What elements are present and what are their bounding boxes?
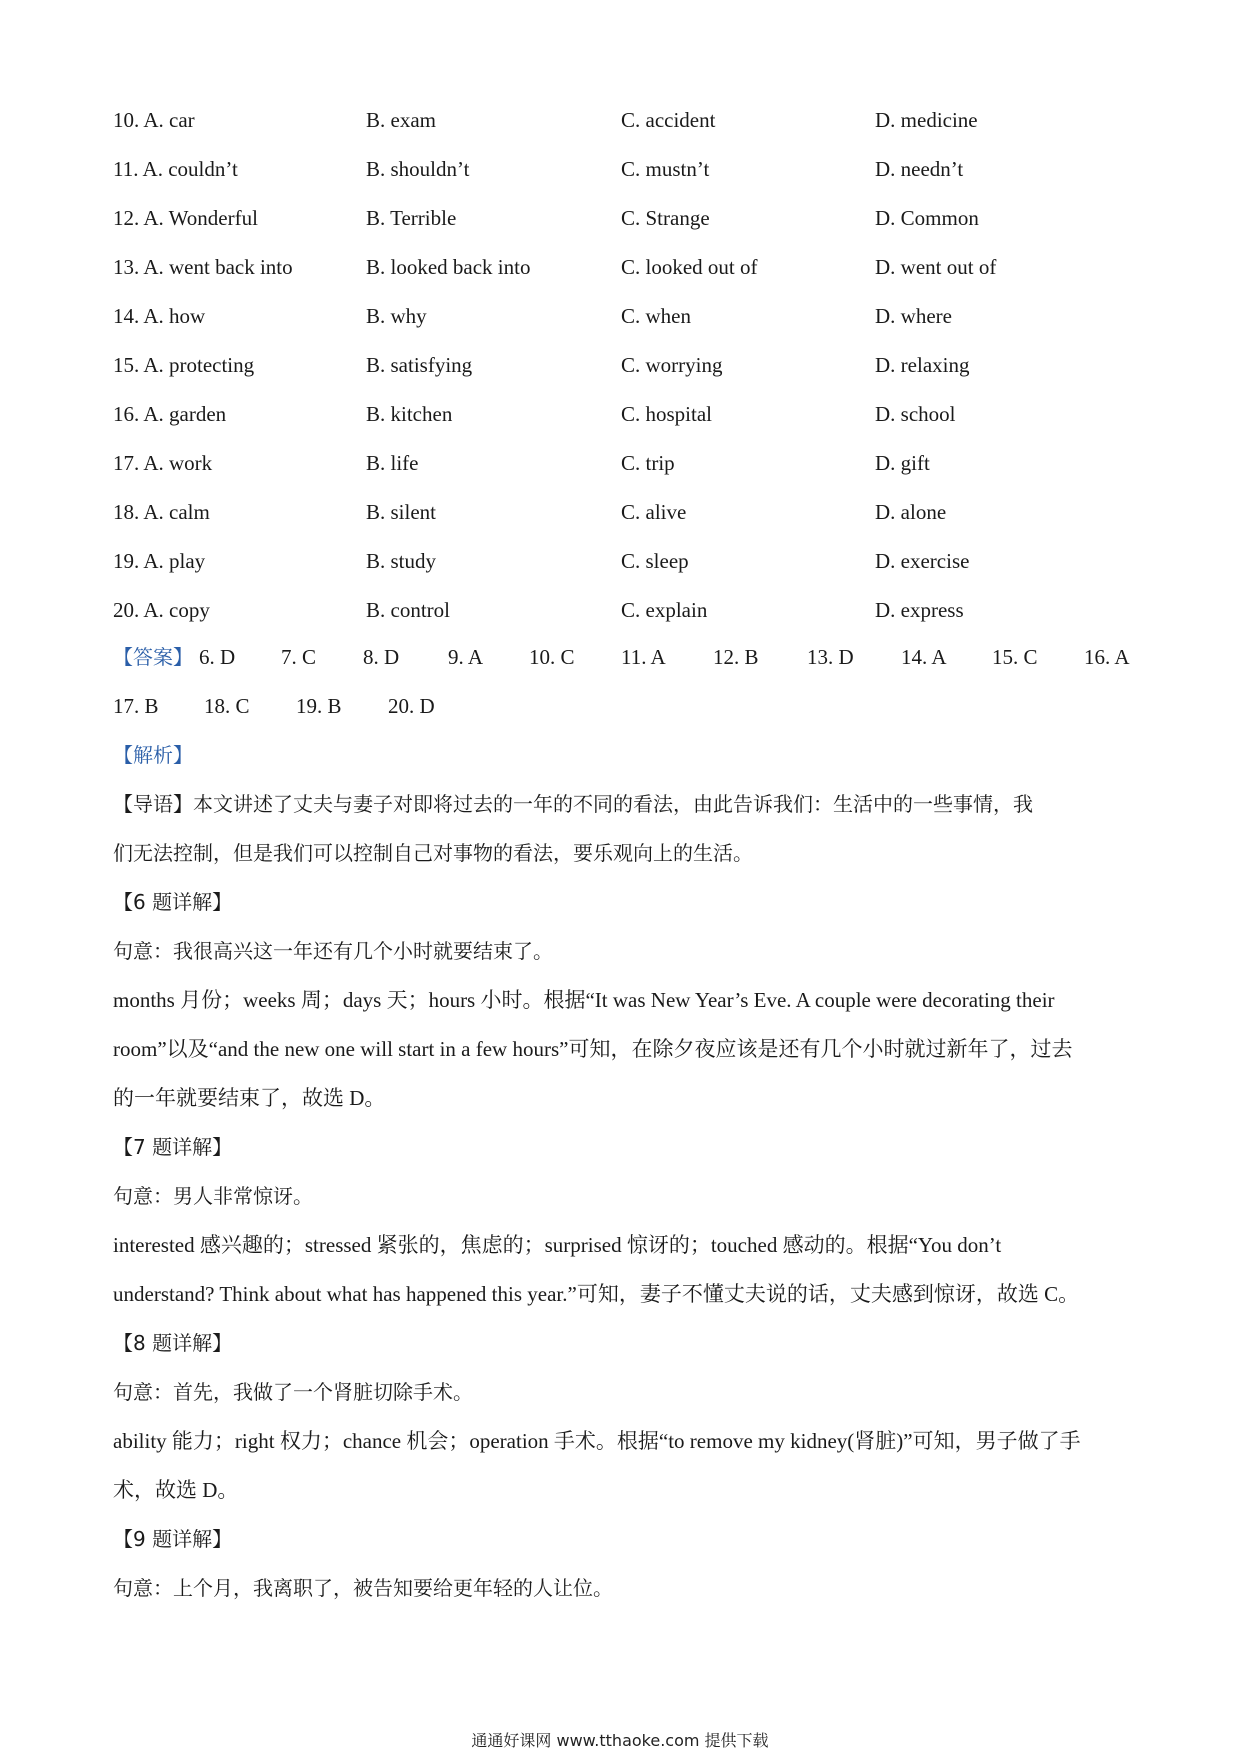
footer-watermark: 通通好课网 www.tthaoke.com 提供下载 (471, 1731, 769, 1750)
q6-explanation-line: 的一年就要结束了，故选 D。 (113, 1086, 386, 1110)
options-row-19 (113, 541, 1153, 590)
option-c: C. trip (621, 451, 675, 475)
option-b: B. satisfying (366, 353, 473, 377)
option-a: 10. A. car (113, 108, 195, 132)
option-a: 15. A. protecting (113, 353, 255, 377)
option-b: B. silent (366, 500, 437, 524)
option-c: C. accident (621, 108, 716, 132)
option-d: D. medicine (875, 108, 978, 132)
option-b: B. Terrible (366, 206, 457, 230)
option-a: 12. A. Wonderful (113, 206, 258, 230)
answer-item: 15. C (992, 645, 1038, 669)
option-a: 19. A. play (113, 549, 206, 573)
options-row-11 (113, 149, 1153, 198)
answer-item: 12. B (713, 645, 759, 669)
option-d: D. alone (875, 500, 947, 524)
answer-item: 20. D (388, 694, 435, 718)
options-row-17 (113, 443, 1153, 492)
option-b: B. life (366, 451, 419, 475)
option-c: C. Strange (621, 206, 710, 230)
q9-meaning: 句意：上个月，我离职了，被告知要给更年轻的人让位。 (113, 1576, 613, 1600)
options-table (113, 100, 1153, 639)
option-a: 18. A. calm (113, 500, 210, 524)
options-row-10 (113, 100, 1153, 149)
analysis-heading: 【解析】 (113, 743, 193, 767)
answer-key (113, 637, 1153, 735)
option-c: C. worrying (621, 353, 723, 377)
option-b: B. kitchen (366, 402, 453, 426)
options-row-18 (113, 492, 1153, 541)
analysis-section (113, 735, 1133, 1617)
option-d: D. gift (875, 451, 930, 475)
q7-heading: 【7 题详解】 (113, 1135, 233, 1159)
q6-heading: 【6 题详解】 (113, 890, 233, 914)
answer-item: 11. A (621, 645, 666, 669)
option-b: B. shouldn’t (366, 157, 470, 181)
option-c: C. sleep (621, 549, 689, 573)
answer-item: 8. D (363, 645, 400, 669)
q8-meaning: 句意：首先，我做了一个肾脏切除手术。 (113, 1380, 473, 1404)
intro-line: 【导语】本文讲述了丈夫与妻子对即将过去的一年的不同的看法，由此告诉我们：生活中的一些事情，我 (113, 792, 1033, 816)
q8-heading: 【8 题详解】 (113, 1331, 233, 1355)
q7-meaning: 句意：男人非常惊讶。 (113, 1184, 313, 1208)
answer-item: 9. A (448, 645, 484, 669)
option-d: D. needn’t (875, 157, 964, 181)
q6-explanation-line: months 月份；weeks 周；days 天；hours 小时。根据“It was New Year’s Eve. A couple were decorating their (113, 988, 1055, 1012)
option-c: C. when (621, 304, 691, 328)
options-row-16 (113, 394, 1153, 443)
option-d: D. Common (875, 206, 979, 230)
options-row-20 (113, 590, 1153, 639)
q8-explanation-line: 术，故选 D。 (113, 1478, 239, 1502)
q7-explanation-line: understand? Think about what has happened this year.”可知，妻子不懂丈夫说的话，丈夫感到惊讶，故选 C。 (113, 1282, 1080, 1306)
option-b: B. why (366, 304, 427, 328)
answer-item: 14. A (901, 645, 947, 669)
answer-item: 7. C (281, 645, 317, 669)
answer-item: 18. C (204, 694, 250, 718)
q6-meaning: 句意：我很高兴这一年还有几个小时就要结束了。 (113, 939, 553, 963)
option-b: B. exam (366, 108, 436, 132)
option-d: D. exercise (875, 549, 970, 573)
answer-row-2 (113, 686, 1153, 735)
options-row-13 (113, 247, 1153, 296)
options-row-12 (113, 198, 1153, 247)
option-b: B. control (366, 598, 450, 622)
options-row-15 (113, 345, 1153, 394)
answer-item: 17. B (113, 694, 159, 718)
answer-item: 16. A (1084, 645, 1130, 669)
answer-row-1 (113, 637, 1153, 686)
q8-explanation-line: ability 能力；right 权力；chance 机会；operation 手术。根据“to remove my kidney(肾脏)”可知，男子做了手 (113, 1429, 1081, 1453)
option-a: 14. A. how (113, 304, 206, 328)
option-d: D. express (875, 598, 964, 622)
q6-explanation-line: room”以及“and the new one will start in a few hours”可知，在除夕夜应该是还有几个小时就过新年了，过去 (113, 1037, 1073, 1061)
option-d: D. relaxing (875, 353, 970, 377)
intro-line: 们无法控制，但是我们可以控制自己对事物的看法，要乐观向上的生活。 (113, 841, 753, 865)
answer-item: 10. C (529, 645, 575, 669)
answer-item: 19. B (296, 694, 342, 718)
option-c: C. alive (621, 500, 687, 524)
option-d: D. went out of (875, 255, 997, 279)
answer-item: 13. D (807, 645, 854, 669)
option-d: D. where (875, 304, 952, 328)
option-c: C. hospital (621, 402, 713, 426)
options-row-14 (113, 296, 1153, 345)
q9-heading: 【9 题详解】 (113, 1527, 233, 1551)
q7-explanation-line: interested 感兴趣的；stressed 紧张的，焦虑的；surprised 惊讶的；touched 感动的。根据“You don’t (113, 1233, 1002, 1257)
option-a: 16. A. garden (113, 402, 227, 426)
option-a: 17. A. work (113, 451, 213, 475)
option-b: B. looked back into (366, 255, 531, 279)
option-c: C. mustn’t (621, 157, 710, 181)
option-c: C. looked out of (621, 255, 758, 279)
option-b: B. study (366, 549, 437, 573)
option-a: 11. A. couldn’t (113, 157, 238, 181)
option-c: C. explain (621, 598, 708, 622)
option-a: 13. A. went back into (113, 255, 293, 279)
option-a: 20. A. copy (113, 598, 210, 622)
option-d: D. school (875, 402, 956, 426)
answer-item: 6. D (199, 645, 236, 669)
answer-label: 【答案】 (113, 645, 193, 669)
